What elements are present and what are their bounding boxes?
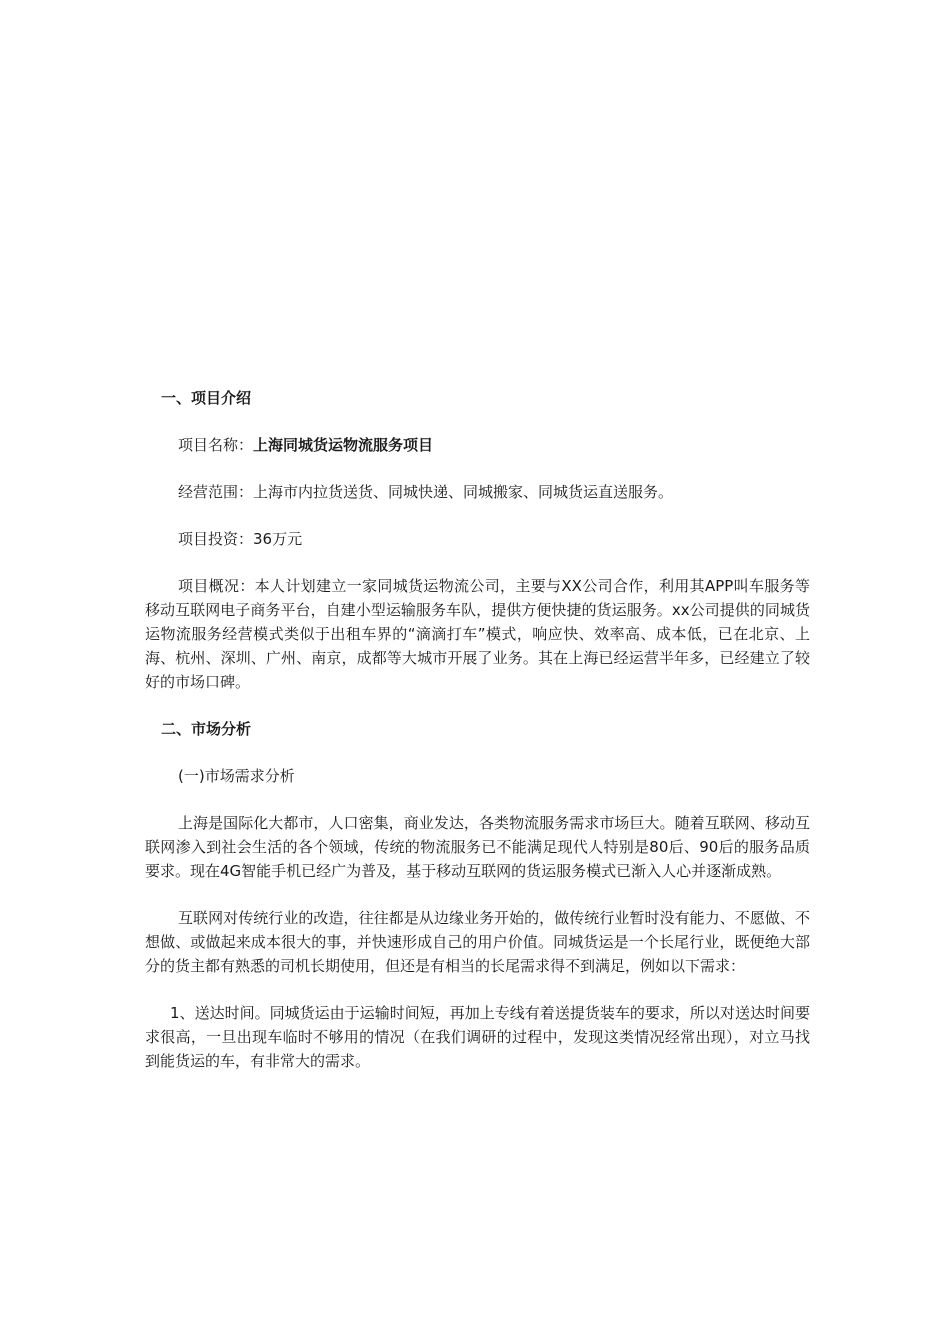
project-investment-line: 项目投资：36万元: [178, 530, 303, 548]
subsection-heading-market-demand: (一)市场需求分析: [178, 767, 295, 785]
project-name-line: [178, 433, 810, 457]
business-scope-line: 经营范围：上海市内拉货送货、同城快递、同城搬家、同城货运直送服务。: [178, 483, 674, 501]
document-body: [145, 386, 810, 1096]
project-name-value: 上海同城货运物流服务项目: [253, 436, 434, 454]
market-paragraph-2: 互联网对传统行业的改造，往往都是从边缘业务开始的，做传统行业暂时没有能力、不愿做、不想做、或做起来成本很大的事，并快速形成自己的用户价值。同城货运是一个长尾行业，既便绝大部分的货主都有熟悉的司机长期使用，但还是有相当的长尾需求得不到满足，例如以下需求：: [145, 909, 810, 975]
project-overview-paragraph: 项目概况：本人计划建立一家同城货运物流公司，主要与XX公司合作，利用其APP叫车服务等移动互联网电子商务平台，自建小型运输服务车队，提供方便快捷的货运服务。xx公司提供的同城货运物流服务经营模式类似于出租车界的“滴滴打车”模式，响应快、效率高、成本低，已在北京、上海、杭州、深圳、广州、南京，成都等大城市开展了业务。其在上海已经运营半年多，已经建立了较好的市场口碑。: [145, 577, 810, 691]
project-name-label: 项目名称：: [178, 436, 254, 454]
section-heading-project-intro: 一、项目介绍: [161, 389, 252, 407]
section-heading-market-analysis: 二、市场分析: [161, 720, 252, 738]
demand-item-1: 1、送达时间。同城货运由于运输时间短，再加上专线有着送提货装车的要求，所以对送达时间要求很高，一旦出现车临时不够用的情况（在我们调研的过程中，发现这类情况经常出现），对立马找到能货运的车，有非常大的需求。: [145, 1004, 810, 1070]
market-paragraph-1: 上海是国际化大都市，人口密集，商业发达，各类物流服务需求市场巨大。随着互联网、移动互联网渗入到社会生活的各个领域，传统的物流服务已不能满足现代人特别是80后、90后的服务品质要求。现在4G智能手机已经广为普及，基于移动互联网的货运服务模式已渐入人心并逐渐成熟。: [145, 814, 810, 880]
